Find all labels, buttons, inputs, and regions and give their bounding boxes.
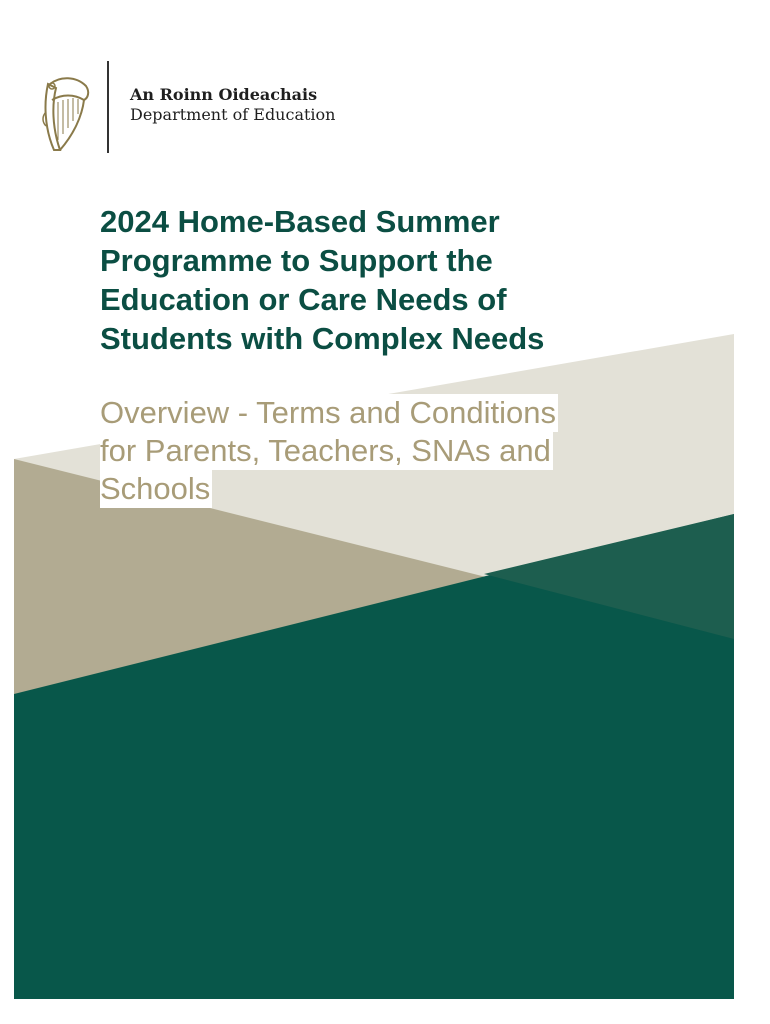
title-line: Programme to Support the bbox=[100, 243, 493, 278]
department-name-irish: An Roinn Oideachais bbox=[130, 85, 318, 104]
department-name-english: Department of Education bbox=[130, 105, 336, 124]
title-line: 2024 Home-Based Summer bbox=[100, 204, 500, 239]
subtitle-line: for Parents, Teachers, SNAs and bbox=[100, 433, 551, 468]
subtitle-line: Schools bbox=[100, 471, 211, 506]
document-title bbox=[100, 202, 700, 358]
title-line: Education or Care Needs of bbox=[100, 282, 507, 317]
header bbox=[14, 14, 734, 184]
title-line: Students with Complex Needs bbox=[100, 321, 545, 356]
document-subtitle bbox=[100, 394, 700, 508]
header-divider bbox=[107, 61, 109, 153]
document-page bbox=[14, 14, 734, 999]
harp-icon bbox=[38, 72, 94, 156]
subtitle-line: Overview - Terms and Conditions bbox=[100, 395, 556, 430]
